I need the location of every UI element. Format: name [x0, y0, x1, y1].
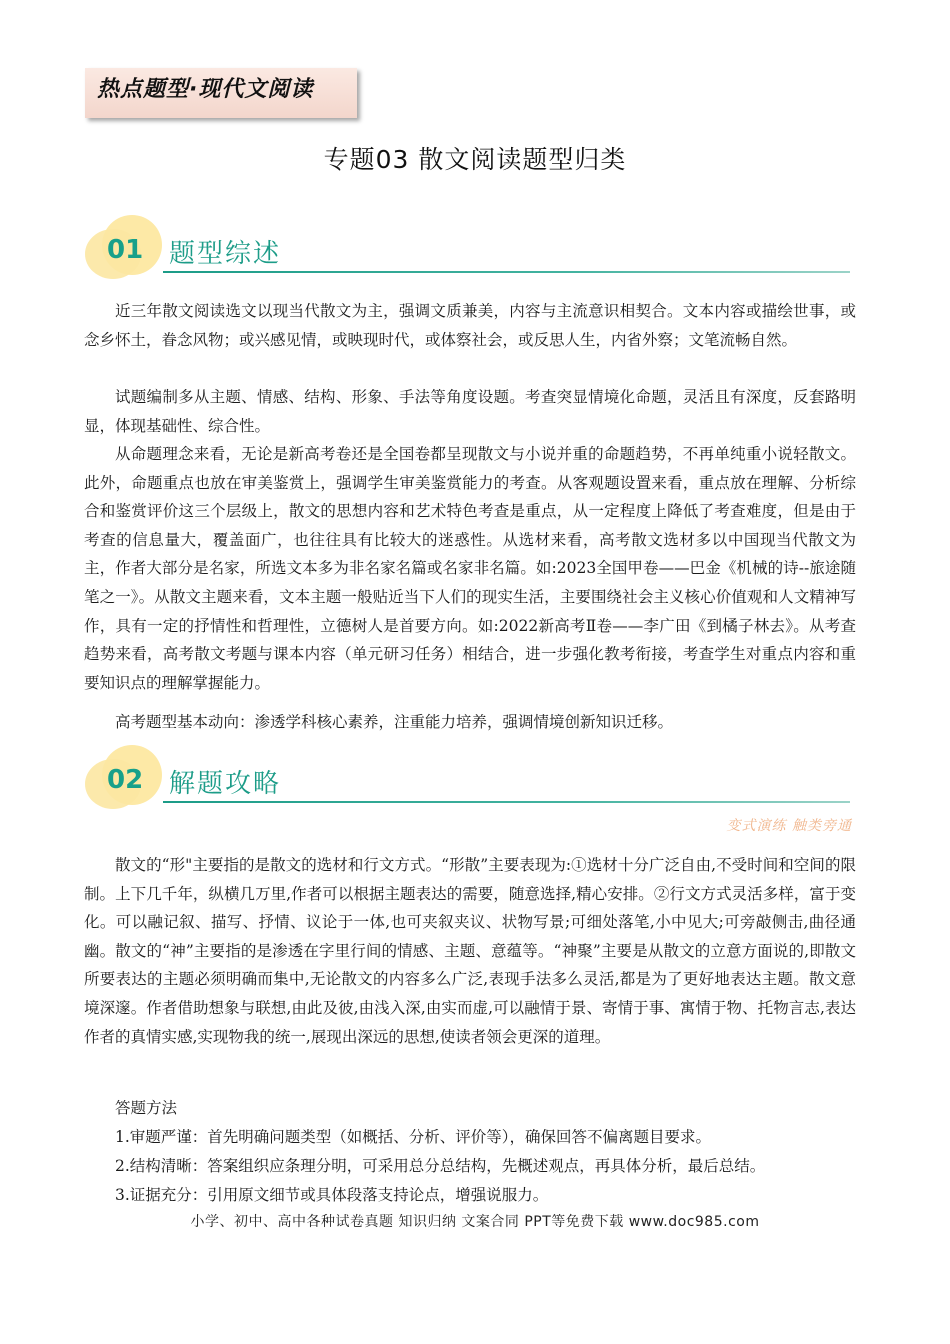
section-divider	[163, 271, 850, 273]
header-tab-label: 热点题型·现代文阅读	[97, 77, 314, 102]
methods-heading: 答题方法	[115, 1099, 178, 1117]
document-title: 专题03 散文阅读题型归类	[323, 145, 627, 174]
section-divider	[163, 801, 850, 803]
page-footer: 小学、初中、高中各种试卷真题 知识归纳 文案合同 PPT等免费下载 www.doc985.com	[190, 1214, 760, 1230]
section-tagline: 变式演练 触类旁通	[726, 818, 852, 834]
method-item: 1.审题严谨：首先明确问题类型（如概括、分析、评价等），确保回答不偏离题目要求。	[115, 1128, 712, 1146]
section-heading-strategy	[85, 745, 850, 821]
method-item: 3.证据充分：引用原文细节或具体段落支持论点，增强说服力。	[115, 1186, 549, 1204]
method-item: 2.结构清晰：答案组织应条理分明，可采用总分总结构，先概述观点，再具体分析，最后总结。	[115, 1157, 766, 1175]
section-heading-overview	[85, 215, 850, 291]
section-number: 01	[107, 235, 144, 265]
paragraph: 高考题型基本动向：渗透学科核心素养，注重能力培养，强调情境创新知识迁移。	[115, 713, 674, 731]
header-tab	[85, 68, 357, 118]
paragraph: 近三年散文阅读选文以现当代散文为主，强调文质兼美，内容与主流意识相契合。文本内容或描绘世事，或念乡怀土，眷念风物；或兴感见情，或映现时代，或体察社会，或反思人生，内省外察；文笔流畅自然。	[84, 302, 856, 349]
section-label: 题型综述	[169, 239, 282, 269]
paragraph: 散文的“形"主要指的是散文的选材和行文方式。“形散”主要表现为:①选材十分广泛自由,不受时间和空间的限制。上下几千年，纵横几万里,作者可以根据主题表达的需要，随意选择,精心安排。②行文方式灵活多样，富于变化。可以融记叙、描写、抒情、议论于一体,也可夹叙夹议、状物写景;可细处落笔,小中见大;可旁敲侧击,曲径通幽。散文的“神”主要指的是渗透在字里行间的情感、主题、意蕴等。“神聚”主要是从散文的立意方面说的,即散文所要表达的主题必须明确而集中,无论散文的内容多么广泛,表现手法多么灵活,都是为了更好地表达主题。散文意境深邃。作者借助想象与联想,由此及彼,由浅入深,由实而虚,可以融情于景、寄情于事、寓情于物、托物言志,表达作者的真情实感,实现物我的统一,展现出深远的思想,使读者领会更深的道理。	[84, 856, 856, 1046]
section-label: 解题攻略	[169, 769, 282, 799]
paragraph: 从命题理念来看，无论是新高考卷还是全国卷都呈现散文与小说并重的命题趋势，不再单纯重小说轻散文。此外，命题重点也放在审美鉴赏上，强调学生审美鉴赏能力的考查。从客观题设置来看，重点放在理解、分析综合和鉴赏评价这三个层级上，散文的思想内容和艺术特色考查是重点，从一定程度上降低了考查难度，但是由于考查的信息量大，覆盖面广，也往往具有比较大的迷惑性。从选材来看，高考散文选材多以中国现当代散文为主，作者大部分是名家，所选文本多为非名家名篇或名家非名篇。如:2023全国甲卷——巴金《机械的诗--旅途随笔之一》。从散文主题来看，文本主题一般贴近当下人们的现实生活，主要围绕社会主义核心价值观和人文精神写作，具有一定的抒情性和哲理性，立德树人是首要方向。如:2022新高考Ⅱ卷——李广田《到橘子林去》。从考查趋势来看，高考散文考题与课本内容（单元研习任务）相结合，进一步强化教考衔接，考查学生对重点内容和重要知识点的理解掌握能力。	[84, 445, 856, 692]
section-number: 02	[107, 765, 144, 795]
paragraph: 试题编制多从主题、情感、结构、形象、手法等角度设题。考查突显情境化命题，灵活且有深度，反套路明显，体现基础性、综合性。	[84, 388, 856, 435]
